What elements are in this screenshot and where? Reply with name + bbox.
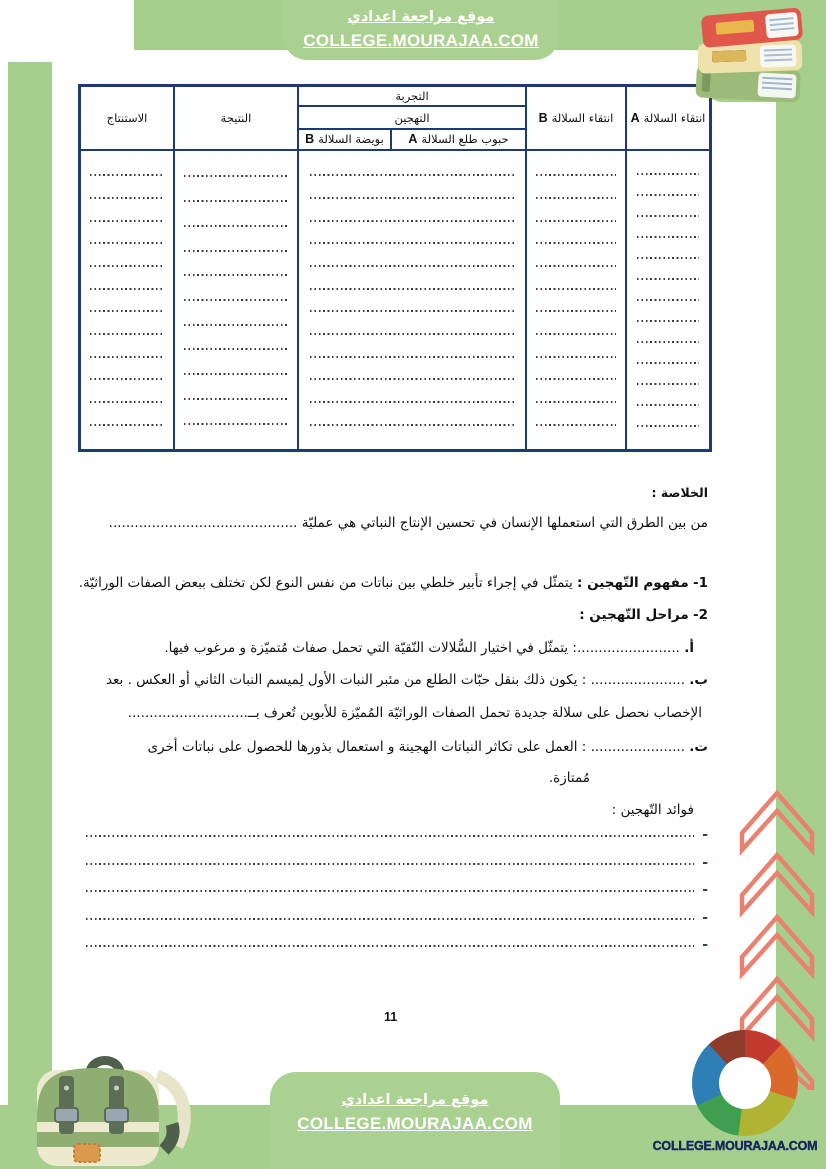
dotted-answer-line <box>310 265 513 267</box>
hybridization-header: التهجين <box>394 110 430 125</box>
list-dash: - <box>702 909 708 926</box>
column-select-a <box>627 87 709 449</box>
dotted-answer-line <box>86 890 694 892</box>
answer-lines <box>299 151 525 449</box>
site-title-arabic: موقع مراجعة اعدادي <box>341 1092 489 1108</box>
dotted-answer-line <box>184 200 288 202</box>
dotted-answer-line <box>536 197 616 199</box>
strain-letter: B <box>538 111 548 125</box>
site-url: COLLEGE.MOURAJAA.COM <box>297 1113 533 1133</box>
pollen-a-header <box>392 130 525 149</box>
list-dash: - <box>702 882 708 898</box>
dotted-answer-line <box>86 863 694 865</box>
dotted-answer-line <box>90 401 164 403</box>
dotted-answer-line <box>90 288 164 290</box>
dotted-answer-line <box>536 288 616 290</box>
item-number: 2- <box>692 607 708 623</box>
left-green-strip <box>8 50 52 1112</box>
dotted-answer-line <box>86 835 694 837</box>
dotted-answer-line <box>310 174 513 176</box>
dotted-answer-line <box>536 378 616 380</box>
books-stack-icon <box>686 6 812 114</box>
dotted-answer-line <box>536 242 616 244</box>
sub-headers <box>299 128 525 149</box>
dotted-answer-line <box>310 356 513 358</box>
dotted-answer-line <box>536 310 616 312</box>
column-header <box>527 87 625 151</box>
stage-c-text: ...................... : العمل على تكاثر النباتات الهجينة و استعمال بذورها للحصول على نباتات أخرى <box>147 739 685 755</box>
dotted-answer-line <box>310 242 513 244</box>
dotted-answer-line <box>536 401 616 403</box>
dotted-answer-line <box>310 220 513 222</box>
column-select-b <box>527 87 627 449</box>
stages-line <box>86 605 708 625</box>
group-header <box>299 87 525 151</box>
column-conclusion <box>81 87 175 449</box>
dotted-answer-line <box>90 310 164 312</box>
dotted-answer-line <box>90 242 164 244</box>
strain-letter: A <box>630 111 640 125</box>
page-number: 11 <box>384 1010 398 1024</box>
benefit-line <box>86 827 708 843</box>
dotted-answer-line <box>184 373 288 375</box>
dotted-answer-line <box>184 324 288 326</box>
header-text: بويضة السلالة <box>318 132 384 147</box>
definition-text: يتمثّل في إجراء تأبير خلطي بين نباتات من نفس النوع لكن تختلف ببعض الصفات الوراثيّة. <box>78 575 573 591</box>
dotted-answer-line <box>86 918 694 920</box>
dotted-answer-line <box>184 250 288 252</box>
stage-c-line <box>86 737 708 757</box>
stages-title: مراحل التّهجين : <box>579 607 689 623</box>
dotted-answer-line <box>637 194 699 196</box>
dotted-answer-line <box>637 278 699 280</box>
column-experiment-group <box>299 87 527 449</box>
dotted-answer-line <box>637 299 699 301</box>
summary-text: من بين الطرق التي استعملها الإنسان في تحسين الإنتاج النباتي هي عمليّة ............................................ <box>108 515 708 531</box>
header-text: حبوب طلع السلالة <box>421 132 509 147</box>
experiment-header: التجربة <box>299 87 525 107</box>
dotted-answer-line <box>90 356 164 358</box>
header-text: انتقاء السلالة <box>551 111 614 125</box>
conclusion-header: الاستنتاج <box>81 87 173 151</box>
benefits-title: فوائد التّهجين : <box>611 802 694 818</box>
dotted-answer-line <box>184 348 288 350</box>
definition-line <box>78 573 708 593</box>
dotted-answer-line <box>536 333 616 335</box>
site-title-arabic: موقع مراجعة اعدادي <box>347 9 495 26</box>
site-url: COLLEGE.MOURAJAA.COM <box>303 30 539 50</box>
dotted-answer-line <box>90 265 164 267</box>
dotted-answer-line <box>90 424 164 426</box>
dotted-answer-line <box>637 236 699 238</box>
dot-pattern <box>0 0 134 62</box>
dotted-answer-line <box>637 383 699 385</box>
answer-lines <box>527 151 625 449</box>
stage-b-line <box>86 670 708 690</box>
dotted-answer-line <box>310 197 513 199</box>
dotted-answer-line <box>90 378 164 380</box>
list-dash: - <box>702 827 708 843</box>
definition-title: مفهوم التّهجين : <box>577 575 689 591</box>
subjects-ring-logo-icon <box>692 1030 798 1136</box>
dotted-answer-line <box>637 215 699 217</box>
stage-a-line <box>86 638 708 658</box>
dotted-answer-line <box>184 299 288 301</box>
dotted-answer-line <box>90 333 164 335</box>
footer-banner <box>270 1072 560 1169</box>
strain-letter: B <box>305 132 315 147</box>
dotted-answer-line <box>536 424 616 426</box>
dotted-answer-line <box>536 220 616 222</box>
logo-caption: COLLEGE.MOURAJAA.COM <box>652 1139 818 1153</box>
strain-letter: A <box>408 132 418 147</box>
answer-lines <box>175 151 297 449</box>
dotted-answer-line <box>310 310 513 312</box>
stage-a-text: ........................: يتمثّل في اختيار السُّلالات النّقيّة التي تحمل صفات مُتميّزة و مرغوب فيها. <box>164 640 680 656</box>
item-number: 1- <box>692 575 708 591</box>
stage-b-continuation: الإخصاب نحصل على سلالة جديدة تحمل الصفات الوراثيّة المُميّزة للأبوين تُعرف بــ............................ <box>127 705 702 721</box>
dotted-answer-line <box>536 265 616 267</box>
header-banner <box>283 0 559 60</box>
dotted-answer-line <box>637 425 699 427</box>
answer-lines <box>627 151 709 449</box>
dotted-answer-line <box>90 197 164 199</box>
dotted-answer-line <box>637 257 699 259</box>
dotted-answer-line <box>310 401 513 403</box>
dotted-answer-line <box>310 424 513 426</box>
summary-label: الخلاصة : <box>651 485 708 500</box>
answer-lines <box>81 151 173 449</box>
benefit-line <box>86 937 708 953</box>
benefit-line <box>86 854 708 871</box>
dotted-answer-line <box>90 220 164 222</box>
list-dash: - <box>702 854 708 871</box>
dotted-answer-line <box>184 274 288 276</box>
dotted-answer-line <box>90 174 164 176</box>
stage-marker: أ. <box>684 640 694 656</box>
dotted-answer-line <box>637 362 699 364</box>
dotted-answer-line <box>184 398 288 400</box>
ovule-b-header <box>299 130 392 149</box>
stage-marker: ت. <box>689 739 708 755</box>
stage-b-text: ...................... : يكون ذلك بنقل حبّات الطلع من مئبر النبات الأول لِميسم النبات الثاني أو العكس . بعد <box>105 672 685 688</box>
dotted-answer-line <box>536 356 616 358</box>
list-dash: - <box>702 937 708 953</box>
dotted-answer-line <box>310 333 513 335</box>
hybridization-table <box>78 84 712 452</box>
dotted-answer-line <box>637 341 699 343</box>
dotted-answer-line <box>310 378 513 380</box>
dotted-answer-line <box>310 288 513 290</box>
column-result <box>175 87 299 449</box>
dotted-answer-line <box>184 225 288 227</box>
benefit-line <box>86 909 708 926</box>
dotted-answer-line <box>536 174 616 176</box>
dotted-answer-line <box>184 175 288 177</box>
dotted-answer-line <box>86 945 694 947</box>
dotted-answer-line <box>637 173 699 175</box>
stage-c-continuation: مُمتازة. <box>548 770 590 786</box>
stage-marker: ب. <box>689 672 708 688</box>
dotted-answer-line <box>637 320 699 322</box>
dotted-answer-line <box>637 404 699 406</box>
benefit-line <box>86 882 708 898</box>
dotted-answer-line <box>184 423 288 425</box>
result-header: النتيجة <box>175 87 297 151</box>
header-text: انتقاء السلالة <box>643 111 706 125</box>
backpack-icon <box>12 1046 222 1169</box>
